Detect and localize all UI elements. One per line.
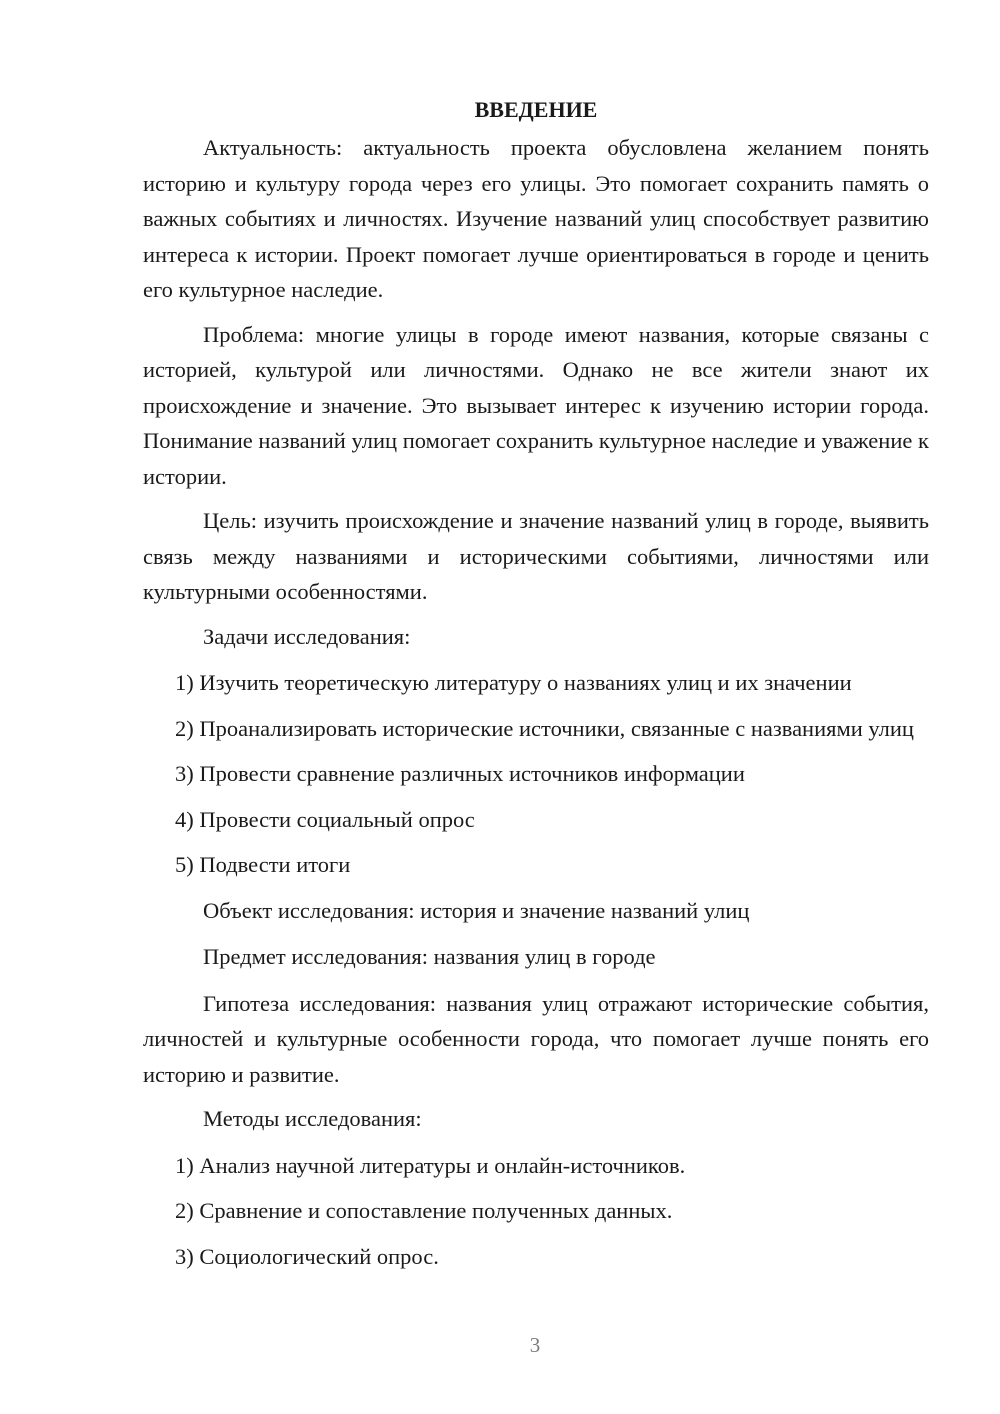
page-title: ВВЕДЕНИЕ: [474, 97, 598, 122]
task-item: 1) Изучить теоретическую литературу о названиях улиц и их значении: [175, 670, 852, 695]
relevance-paragraph: Актуальность: актуальность проекта обусловлена желанием понять историю и культуру города через его улицы. Это помогает сохранить память о важных событиях и личностях. Изучение названий улиц способствует развитию интереса к истории. Проект помогает лучше ориентироваться в городе и ценить его культурное наследие.: [143, 135, 929, 302]
method-item: 2) Сравнение и сопоставление полученных данных.: [175, 1198, 673, 1223]
task-item: 2) Проанализировать исторические источники, связанные с названиями улиц: [175, 715, 914, 741]
problem-paragraph: Проблема: многие улицы в городе имеют названия, которые связаны с историей, культурой или личностями. Однако не все жители знают их происхождение и значение. Это вызывает интерес к изучению истории города. Понимание названий улиц помогает сохранить культурное наследие и уважение к истории.: [143, 321, 929, 489]
method-item: 3) Социологический опрос.: [175, 1243, 439, 1269]
method-item: 1) Анализ научной литературы и онлайн-источников.: [175, 1152, 686, 1178]
subject-paragraph: Предмет исследования: названия улиц в городе: [203, 944, 656, 969]
goal-paragraph: Цель: изучить происхождение и значение названий улиц в городе, выявить связь между названиями и историческими событиями, личностями или культурными особенностями.: [143, 508, 929, 604]
methods-heading: Методы исследования:: [203, 1106, 422, 1131]
tasks-heading: Задачи исследования:: [203, 623, 411, 649]
object-paragraph: Объект исследования: история и значение названий улиц: [203, 897, 750, 923]
task-item: 4) Провести социальный опрос: [175, 806, 475, 832]
document-page: [143, 92, 929, 1284]
task-item: 3) Провести сравнение различных источников информации: [175, 761, 745, 786]
task-item: 5) Подвести итоги: [175, 852, 351, 877]
page-number: 3: [529, 1333, 541, 1357]
hypothesis-paragraph: Гипотеза исследования: названия улиц отражают исторические события, личностей и культурные особенности города, что помогает лучше понять его историю и развитие.: [143, 990, 929, 1087]
